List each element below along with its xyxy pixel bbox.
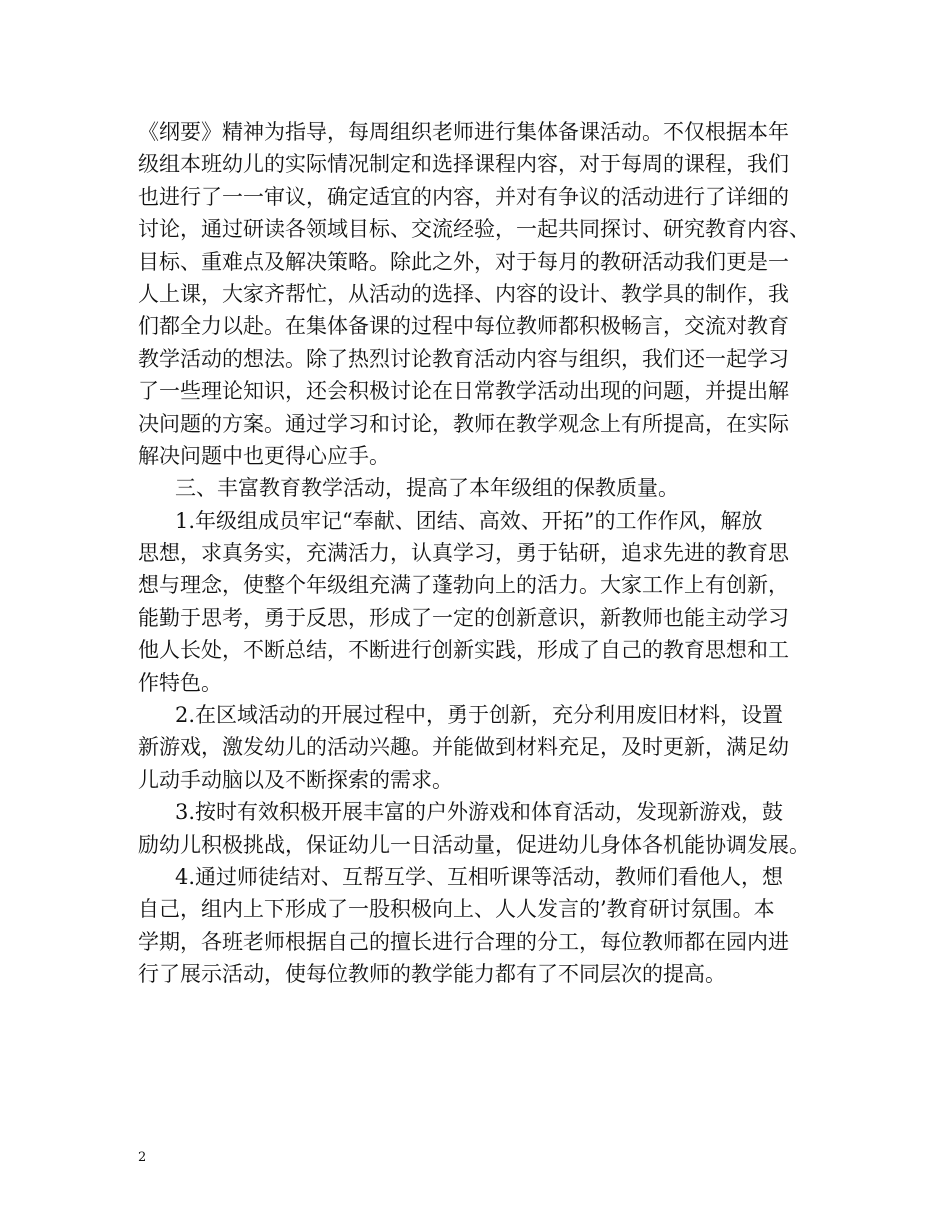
- text-line: 自己，组内上下形成了一股积极向上、人人发言的’教育研讨氛围。本: [138, 897, 775, 922]
- text-line: 儿动手动脑以及不断探索的需求。: [138, 767, 453, 792]
- text-line: 新游戏，激发幼儿的活动兴趣。并能做到材料充足，及时更新，满足幼: [138, 735, 789, 760]
- text-line: 1.年级组成员牢记“奉献、团结、高效、开拓”的工作作风，解放: [175, 508, 763, 533]
- text-line: 思想，求真务实，充满活力，认真学习，勇于钻研，追求先进的教育思: [138, 541, 789, 566]
- text-line: 三、丰富教育教学活动，提高了本年级组的保教质量。: [175, 476, 679, 501]
- page-number: 2: [138, 1150, 147, 1165]
- text-line: 级组本班幼儿的实际情况制定和选择课程内容，对于每周的课程，我们: [138, 152, 789, 177]
- text-line: 教学活动的想法。除了热烈讨论教育活动内容与组织，我们还一起学习: [138, 346, 789, 371]
- text-line: 们都全力以赴。在集体备课的过程中每位教师都积极畅言，交流对教育: [138, 314, 789, 339]
- document-body: [138, 116, 823, 991]
- text-line: 了一些理论知识，还会积极讨论在日常教学活动出现的问题，并提出解: [138, 379, 789, 404]
- text-line: 行了展示活动，使每位教师的教学能力都有了不同层次的提高。: [138, 962, 726, 987]
- text-line: 能勤于思考，勇于反思，形成了一定的创新意识，新教师也能主动学习: [138, 605, 789, 630]
- text-line: 《纲要》精神为指导，每周组织老师进行集体备课活动。不仅根据本年: [138, 120, 789, 144]
- text-line: 人上课，大家齐帮忙，从活动的选择、内容的设计、教学具的制作，我: [138, 281, 789, 306]
- text-line: 决问题的方案。通过学习和讨论，教师在教学观念上有所提高，在实际: [138, 411, 789, 436]
- text-line: 解决问题中也更得心应手。: [138, 443, 390, 468]
- text-line: 目标、重难点及解决策略。除此之外，对于每月的教研活动我们更是一: [138, 249, 789, 274]
- text-line: 讨论，通过研读各领域目标、交流经验，一起共同探讨、研究教育内容、: [138, 217, 810, 242]
- text-line: 作特色。: [138, 670, 222, 695]
- text-line: 他人长处，不断总结，不断进行创新实践，形成了自己的教育思想和工: [138, 638, 789, 663]
- text-line: 3.按时有效积极开展丰富的户外游戏和体育活动，发现新游戏，鼓: [175, 800, 784, 825]
- text-line: 也进行了一一审议，确定适宜的内容，并对有争议的活动进行了详细的: [138, 184, 789, 209]
- text-line: 学期，各班老师根据自己的擅长进行合理的分工，每位教师都在园内进: [138, 929, 789, 954]
- text-line: 2.在区域活动的开展过程中，勇于创新，充分利用废旧材料，设置: [175, 703, 784, 728]
- text-line: 想与理念，使整个年级组充满了蓬勃向上的活力。大家工作上有创新，: [138, 573, 789, 598]
- text-line: 4.通过师徒结对、互帮互学、互相听课等活动，教师们看他人，想: [175, 864, 784, 889]
- text-line: 励幼儿积极挑战，保证幼儿一日活动量，促进幼儿身体各机能协调发展。: [138, 832, 810, 857]
